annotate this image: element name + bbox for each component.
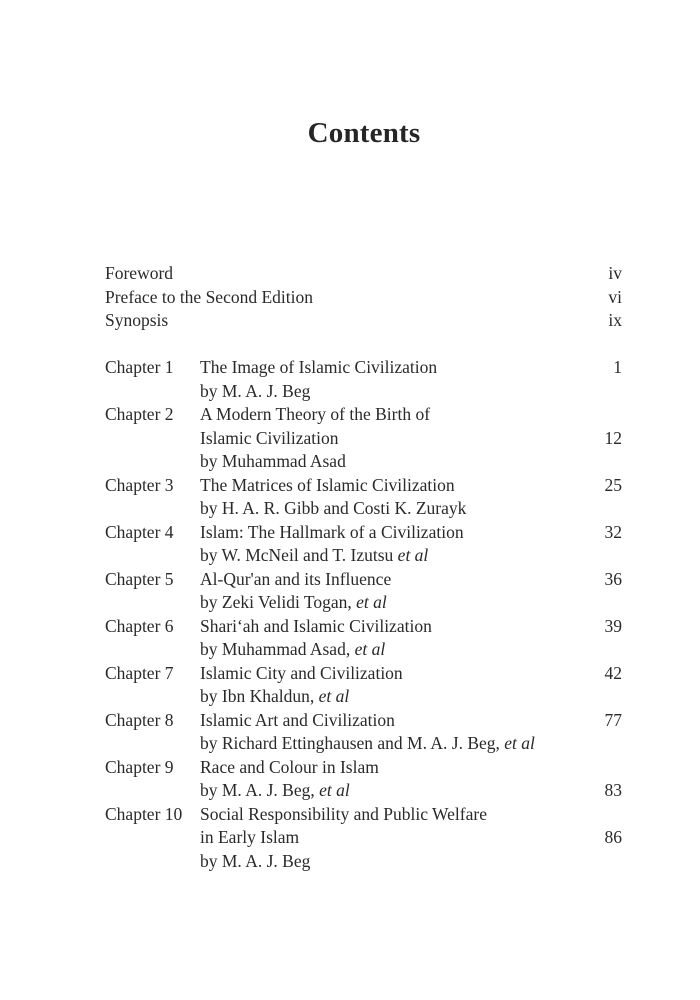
chapter-page-number: 32: [604, 521, 622, 542]
chapter-list: [105, 356, 622, 873]
toc-chapter-7[interactable]: [105, 662, 622, 709]
chapter-author-text: by Muhammad Asad,: [200, 639, 355, 659]
chapter-title-line: Islamic City and Civilization: [200, 662, 403, 683]
chapter-author: [200, 638, 582, 662]
chapter-author-etal: et al: [354, 639, 386, 659]
chapter-details: [200, 803, 582, 874]
chapter-title-line: Islam: The Hallmark of a Civilization: [200, 521, 464, 542]
chapter-title-line: Race and Colour in Islam: [200, 756, 379, 777]
chapter-label: Chapter 4: [105, 521, 174, 542]
chapter-author-etal: et al: [319, 780, 350, 800]
toc-entry-synopsis[interactable]: [105, 309, 622, 333]
toc-entry-foreword[interactable]: [105, 262, 622, 286]
toc-chapter-8[interactable]: [105, 709, 622, 756]
table-of-contents: [105, 262, 622, 873]
toc-chapter-5[interactable]: [105, 568, 622, 615]
chapter-title-line: in Early Islam: [200, 827, 300, 847]
section-gap: [105, 333, 622, 357]
chapter-author-text: by H. A. R. Gibb and Costi K. Zurayk: [200, 498, 467, 518]
toc-entry-label: Preface to the Second Edition: [105, 286, 313, 307]
chapter-author-text: by M. A. J. Beg,: [200, 780, 320, 800]
chapter-author-etal: et al: [504, 733, 535, 753]
chapter-title-line: The Image of Islamic Civilization: [200, 357, 438, 377]
chapter-title-line: The Matrices of Islamic Civilization: [200, 474, 455, 495]
chapter-details: [200, 568, 582, 615]
toc-chapter-10[interactable]: [105, 803, 622, 874]
chapter-label: Chapter 2: [105, 404, 174, 424]
toc-chapter-2[interactable]: [105, 403, 622, 474]
toc-entry-preface[interactable]: [105, 286, 622, 310]
toc-chapter-9[interactable]: [105, 756, 622, 803]
chapter-page-number: 12: [604, 427, 622, 448]
chapter-title-line: Islamic Civilization: [200, 427, 339, 448]
chapter-author: [200, 380, 582, 404]
chapter-author: [200, 685, 582, 709]
chapter-title-line: Al-Qur'an and its Influence: [200, 568, 392, 589]
toc-chapter-1[interactable]: [105, 356, 622, 403]
chapter-author: [200, 732, 582, 756]
toc-page-number: ix: [608, 310, 622, 330]
chapter-label: Chapter 5: [105, 568, 174, 589]
chapter-author: [200, 450, 582, 474]
chapter-label: Chapter 10: [105, 803, 183, 824]
chapter-author: [200, 544, 582, 568]
chapter-author-etal: et al: [318, 686, 350, 706]
chapter-page-number: 42: [604, 662, 622, 683]
chapter-page-number: 83: [604, 780, 622, 800]
toc-chapter-6[interactable]: [105, 615, 622, 662]
chapter-author-text: by M. A. J. Beg: [200, 380, 311, 401]
chapter-label: Chapter 6: [105, 615, 174, 636]
chapter-page-number: 77: [604, 709, 622, 730]
chapter-label: Chapter 1: [105, 357, 174, 377]
chapter-title-line: Social Responsibility and Public Welfare: [200, 803, 487, 824]
chapter-details: [200, 474, 582, 521]
chapter-details: [200, 709, 582, 756]
chapter-author-text: by Zeki Velidi Togan,: [200, 592, 357, 612]
chapter-label: Chapter 8: [105, 709, 174, 730]
toc-entry-label: Foreword: [105, 263, 174, 283]
chapter-author-etal: et al: [397, 545, 429, 565]
chapter-title-line: Shari‘ah and Islamic Civilization: [200, 615, 432, 636]
chapter-author: [200, 497, 582, 521]
page-title: Contents: [307, 117, 421, 149]
chapter-details: [200, 756, 582, 803]
chapter-author: [200, 591, 582, 615]
chapter-page-number: 39: [604, 615, 622, 636]
chapter-label: Chapter 3: [105, 474, 174, 495]
chapter-details: [200, 403, 582, 474]
chapter-label: Chapter 7: [105, 662, 174, 683]
chapter-author-etal: et al: [356, 592, 387, 612]
toc-chapter-4[interactable]: [105, 521, 622, 568]
chapter-author-text: by Richard Ettinghausen and M. A. J. Beg,: [200, 733, 505, 753]
chapter-author-text: by Muhammad Asad: [200, 451, 346, 471]
chapter-page-number: 1: [613, 357, 622, 377]
toc-entry-label: Synopsis: [105, 310, 169, 330]
toc-page-number: vi: [608, 286, 622, 307]
chapter-author: [200, 779, 582, 803]
toc-chapter-3[interactable]: [105, 474, 622, 521]
chapter-author: [200, 850, 582, 874]
chapter-page-number: 36: [604, 568, 622, 589]
chapter-title-line: Islamic Art and Civilization: [200, 709, 395, 730]
chapter-details: [200, 615, 582, 662]
chapter-details: [200, 356, 582, 403]
chapter-page-number: 86: [604, 827, 622, 847]
chapter-author-text: by Ibn Khaldun,: [200, 686, 319, 706]
chapter-title-line: A Modern Theory of the Birth of: [200, 404, 431, 424]
chapter-details: [200, 662, 582, 709]
chapter-page-number: 25: [604, 474, 622, 495]
chapter-author-text: by W. McNeil and T. Izutsu: [200, 545, 398, 565]
toc-page-number: iv: [608, 263, 622, 283]
chapter-author-text: by M. A. J. Beg: [200, 850, 311, 871]
chapter-details: [200, 521, 582, 568]
chapter-label: Chapter 9: [105, 756, 174, 777]
